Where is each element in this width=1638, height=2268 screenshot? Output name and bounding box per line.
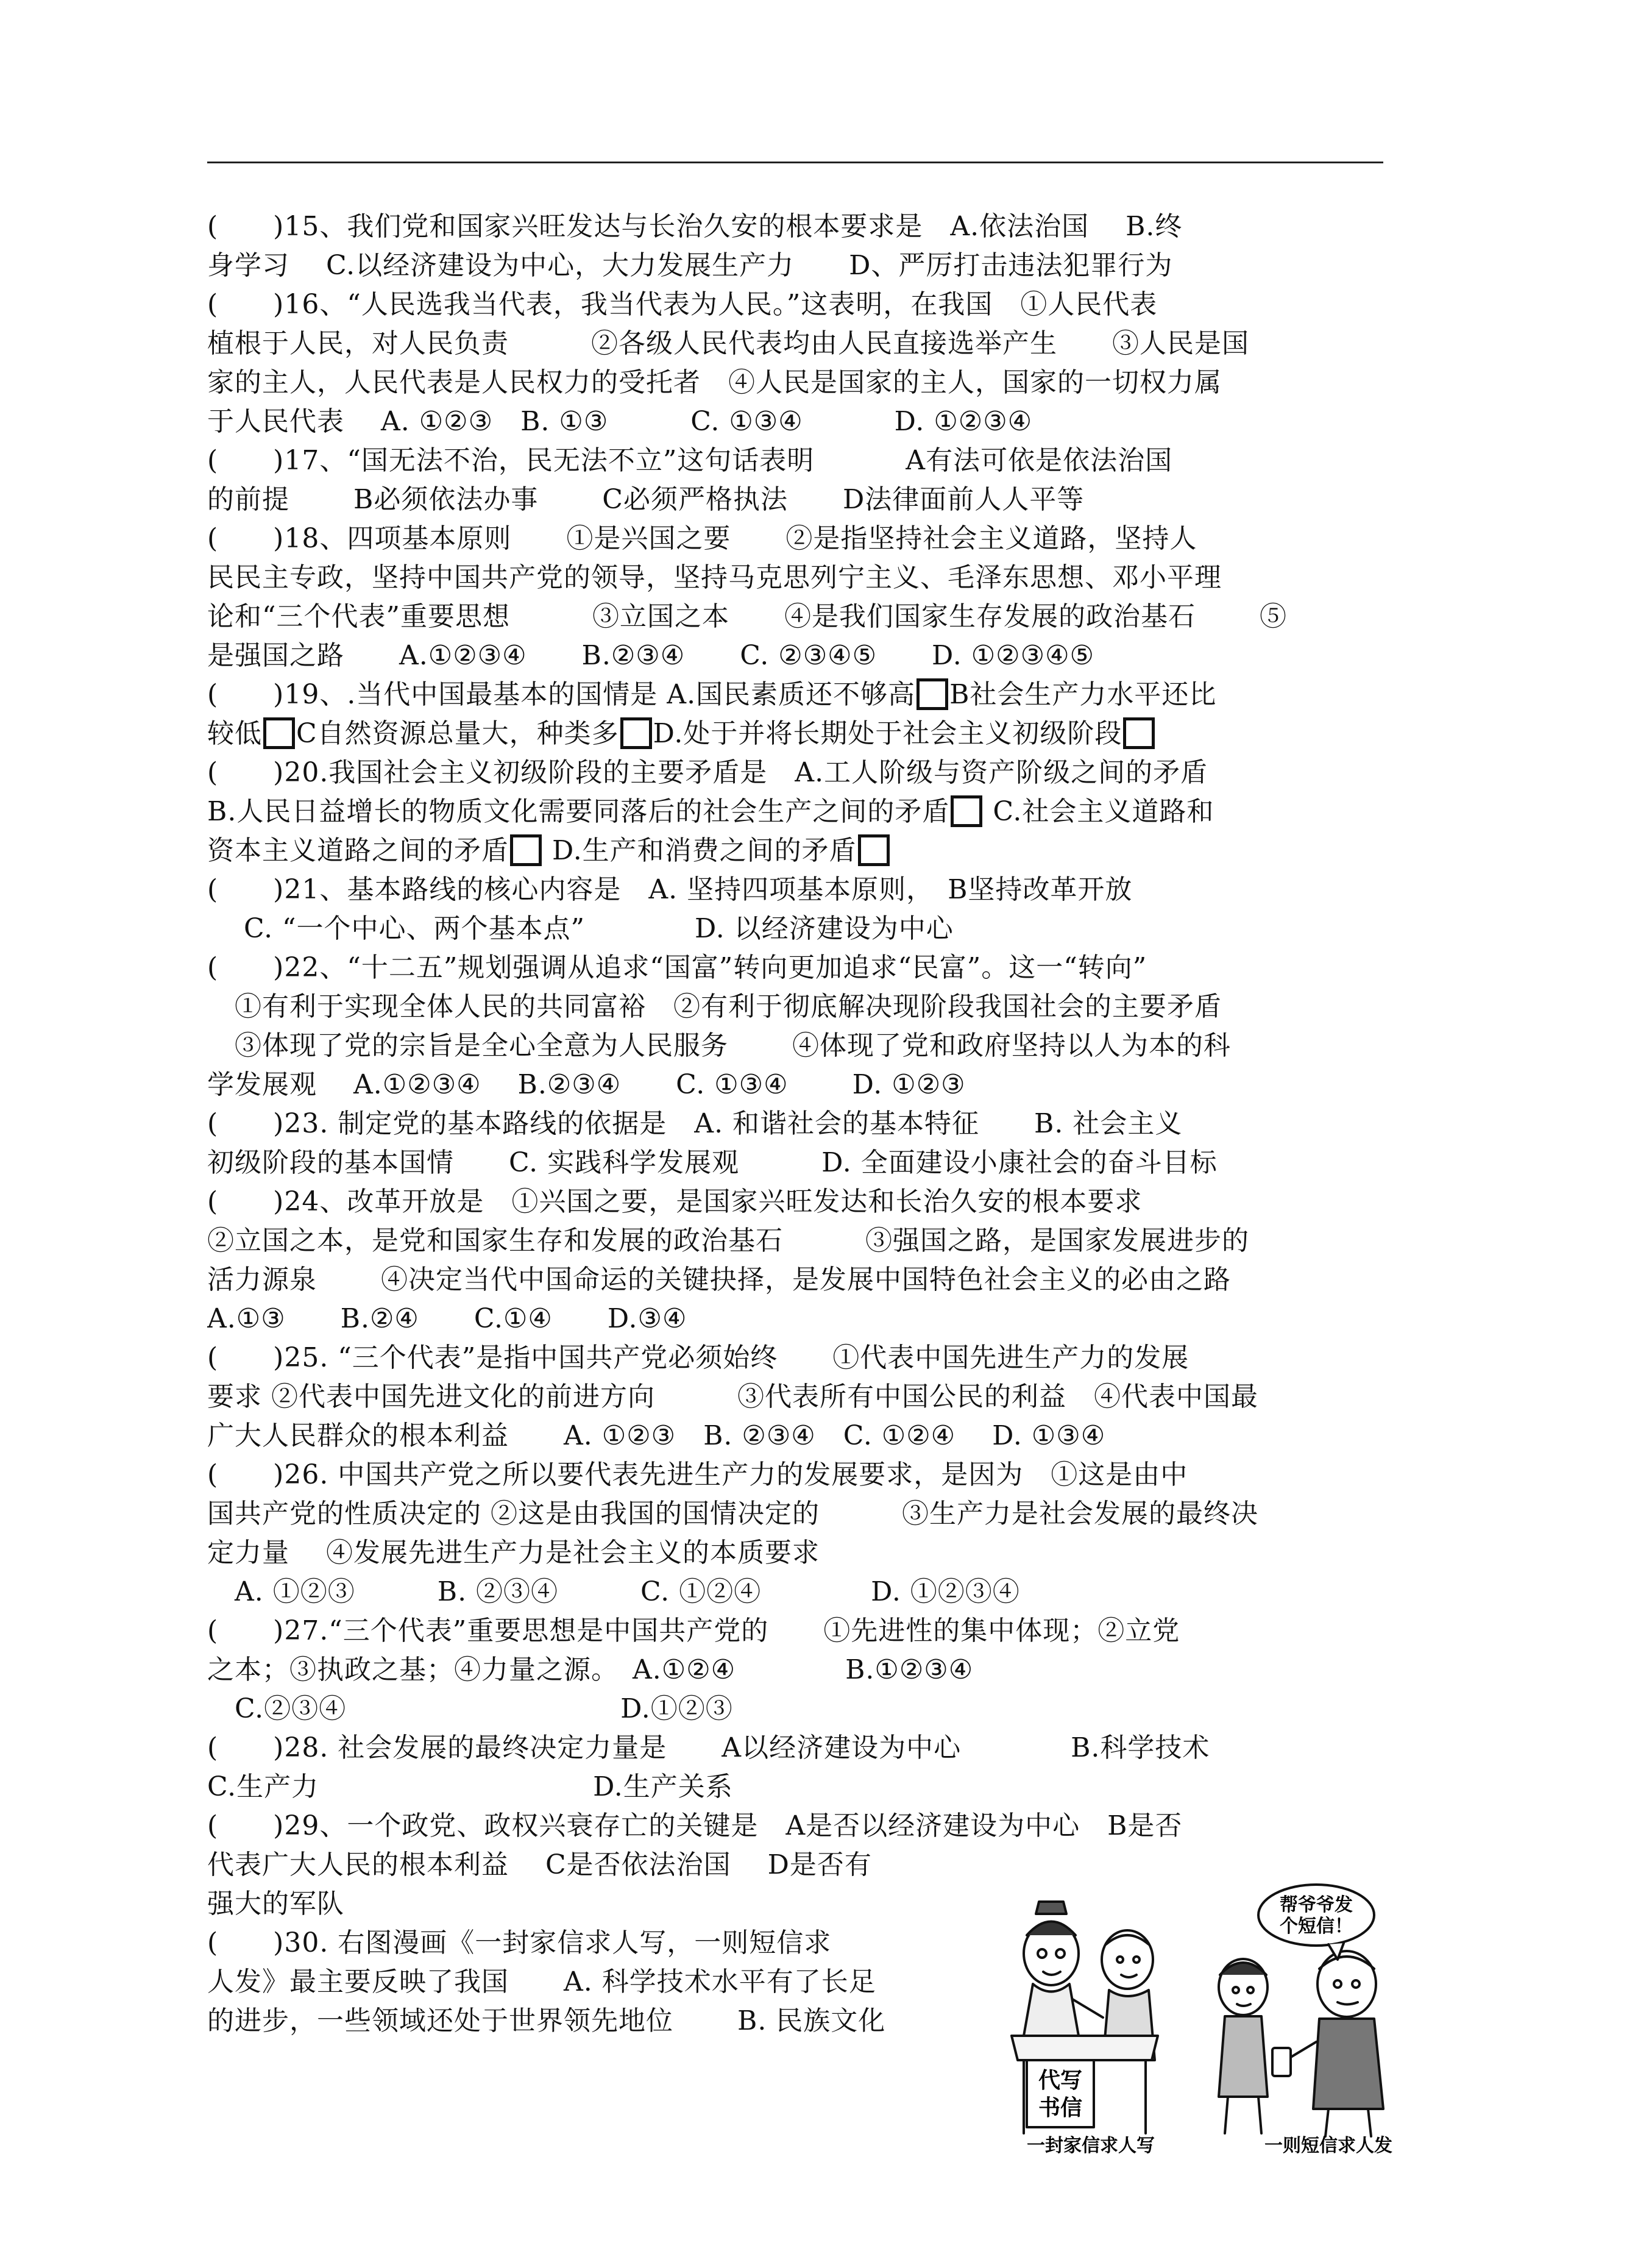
text-line — [207, 831, 1383, 870]
text-segment: ( )19、.当代中国最基本的国情是 A.国民素质还不够高 — [207, 679, 916, 710]
text-line: C.②③④ D.①②③ — [207, 1693, 733, 1724]
text-segment: B.人民日益增长的物质文化需要同落后的社会生产之间的矛盾 — [207, 796, 950, 827]
answer-box — [951, 795, 982, 827]
text-line: 学发展观 A.①②③④ B.②③④ C. ①③④ D. ①②③ — [207, 1069, 966, 1100]
text-segment: C自然资源总量大，种类多 — [296, 718, 619, 749]
text-line: ( )20.我国社会主义初级阶段的主要矛盾是 A.工人阶级与资产阶级之间的矛盾 — [207, 757, 1208, 788]
text-line: 广大人民群众的根本利益 A. ①②③ B. ②③④ C. ①②④ D. ①③④ — [207, 1420, 1106, 1451]
text-line: ( )25. “三个代表”是指中国共产党必须始终 ①代表中国先进生产力的发展 — [207, 1342, 1190, 1373]
text-line: C.生产力 D.生产关系 — [207, 1771, 733, 1802]
text-line: 国共产党的性质决定的 ②这是由我国的国情决定的 ③生产力是社会发展的最终决 — [207, 1498, 1258, 1529]
question-text-block — [207, 207, 1383, 2041]
answer-box — [858, 834, 890, 866]
answer-box — [916, 678, 948, 710]
text-line: ( )15、我们党和国家兴旺发达与长治久安的根本要求是 A.依法治国 B.终 — [207, 211, 1183, 242]
text-segment: C.社会主义道路和 — [984, 796, 1214, 827]
text-line: ( )27.“三个代表”重要思想是中国共产党的 ①先进性的集中体现；②立党 — [207, 1615, 1180, 1646]
cartoon-illustration — [999, 1877, 1438, 2158]
text-line: 代表广大人民的根本利益 C是否依法治国 D是否有 — [207, 1849, 872, 1880]
text-line: A. ①②③ B. ②③④ C. ①②④ D. ①②③④ — [207, 1576, 1020, 1607]
text-line: ( )24、改革开放是 ①兴国之要，是国家兴旺发达和长治久安的根本要求 — [207, 1186, 1143, 1217]
text-line: C. “一个中心、两个基本点” D. 以经济建设为中心 — [207, 913, 954, 944]
text-line: ( )16、“人民选我当代表，我当代表为人民。”这表明，在我国 ①人民代表 — [207, 289, 1158, 320]
text-line — [207, 792, 1383, 831]
mobile-phone — [1272, 2048, 1291, 2076]
text-line: ( )30. 右图漫画《一封家信求人写，一则短信求 — [207, 1927, 832, 1958]
text-line: ③体现了党的宗旨是全心全意为人民服务 ④体现了党和政府坚持以人为本的科 — [207, 1030, 1231, 1061]
text-segment: 较低 — [207, 718, 262, 749]
text-line: ( )17、“国无法不治，民无法不立”这句话表明 A有法可依是依法治国 — [207, 445, 1173, 476]
text-line: ( )21、基本路线的核心内容是 A. 坚持四项基本原则， B坚持改革开放 — [207, 874, 1133, 905]
text-line: ( )23. 制定党的基本路线的依据是 A. 和谐社会的基本特征 B. 社会主义 — [207, 1108, 1183, 1139]
answer-box — [1123, 717, 1155, 749]
text-line: 家的主人，人民代表是人民权力的受托者 ④人民是国家的主人，国家的一切权力属 — [207, 367, 1222, 398]
text-line: ( )18、四项基本原则 ①是兴国之要 ②是指坚持社会主义道路，坚持人 — [207, 523, 1197, 554]
text-line: A.①③ B.②④ C.①④ D.③④ — [207, 1303, 687, 1334]
cartoon-caption-left: 一封家信求人写 — [1027, 2135, 1155, 2156]
text-line: ( )22、“十二五”规划强调从追求“国富”转向更加追求“民富”。这一“转向” — [207, 952, 1147, 983]
text-line: 的进步，一些领域还处于世界领先地位 B. 民族文化 — [207, 2005, 886, 2036]
text-line: 之本；③执政之基；④力量之源。 A.①②④ B.①②③④ — [207, 1654, 974, 1685]
speech-bubble-text: 帮爷爷发 — [1280, 1894, 1353, 1916]
speech-bubble-text: 个短信！ — [1280, 1916, 1353, 1937]
text-line — [207, 675, 1383, 714]
cartoon-caption-right: 一则短信求人发 — [1264, 2135, 1392, 2156]
text-line: 是强国之路 A.①②③④ B.②③④ C. ②③④⑤ D. ①②③④⑤ — [207, 640, 1094, 671]
boy-figure — [1219, 1959, 1268, 2133]
text-line: 的前提 B必须依法办事 C必须严格执法 D法律面前人人平等 — [207, 484, 1085, 515]
text-line: 植根于人民，对人民负责 ②各级人民代表均由人民直接选举产生 ③人民是国 — [207, 328, 1249, 359]
text-line: 人发》最主要反映了我国 A. 科学技术水平有了长足 — [207, 1966, 876, 1997]
text-line: 要求 ②代表中国先进文化的前进方向 ③代表所有中国公民的利益 ④代表中国最 — [207, 1381, 1258, 1412]
text-segment: B社会生产力水平还比 — [949, 679, 1217, 710]
header-rule — [207, 162, 1383, 163]
text-line: ①有利于实现全体人民的共同富裕 ②有利于彻底解决现阶段我国社会的主要矛盾 — [207, 991, 1222, 1022]
answer-box — [263, 717, 295, 749]
text-line: 初级阶段的基本国情 C. 实践科学发展观 D. 全面建设小康社会的奋斗目标 — [207, 1147, 1218, 1178]
scribe-figure — [1024, 1902, 1103, 2036]
text-segment: D.处于并将长期处于社会主义初级阶段 — [653, 718, 1122, 749]
text-line: ( )28. 社会发展的最终决定力量是 A以经济建设为中心 B.科学技术 — [207, 1732, 1210, 1763]
text-line: 民民主专政，坚持中国共产党的领导，坚持马克思列宁主义、毛泽东思想、邓小平理 — [207, 562, 1222, 593]
text-line: 定力量 ④发展先进生产力是社会主义的本质要求 — [207, 1537, 820, 1568]
answer-box — [620, 717, 652, 749]
sign-text: 书信 — [1038, 2096, 1083, 2120]
grandfather-figure — [1286, 1951, 1383, 2136]
text-line: 论和“三个代表”重要思想 ③立国之本 ④是我们国家生存发展的政治基石 ⑤ — [207, 601, 1287, 632]
text-line: 于人民代表 A. ①②③ B. ①③ C. ①③④ D. ①②③④ — [207, 406, 1033, 437]
text-line: 强大的军队 — [207, 1888, 344, 1919]
text-line: ( )29、一个政党、政权兴衰存亡的关键是 A是否以经济建设为中心 B是否 — [207, 1810, 1183, 1841]
text-line: ②立国之本，是党和国家生存和发展的政治基石 ③强国之路，是国家发展进步的 — [207, 1225, 1249, 1256]
text-line: 活力源泉 ④决定当代中国命运的关键抉择，是发展中国特色社会主义的必由之路 — [207, 1264, 1231, 1295]
text-segment: 资本主义道路之间的矛盾 — [207, 835, 509, 866]
text-segment: D.生产和消费之间的矛盾 — [543, 835, 857, 866]
text-line: 身学习 C.以经济建设为中心，大力发展生产力 D、严厉打击违法犯罪行为 — [207, 250, 1173, 281]
text-line: ( )26. 中国共产党之所以要代表先进生产力的发展要求，是因为 ①这是由中 — [207, 1459, 1188, 1490]
answer-box — [510, 834, 542, 866]
text-line — [207, 714, 1383, 753]
sign-text: 代写 — [1038, 2068, 1083, 2093]
